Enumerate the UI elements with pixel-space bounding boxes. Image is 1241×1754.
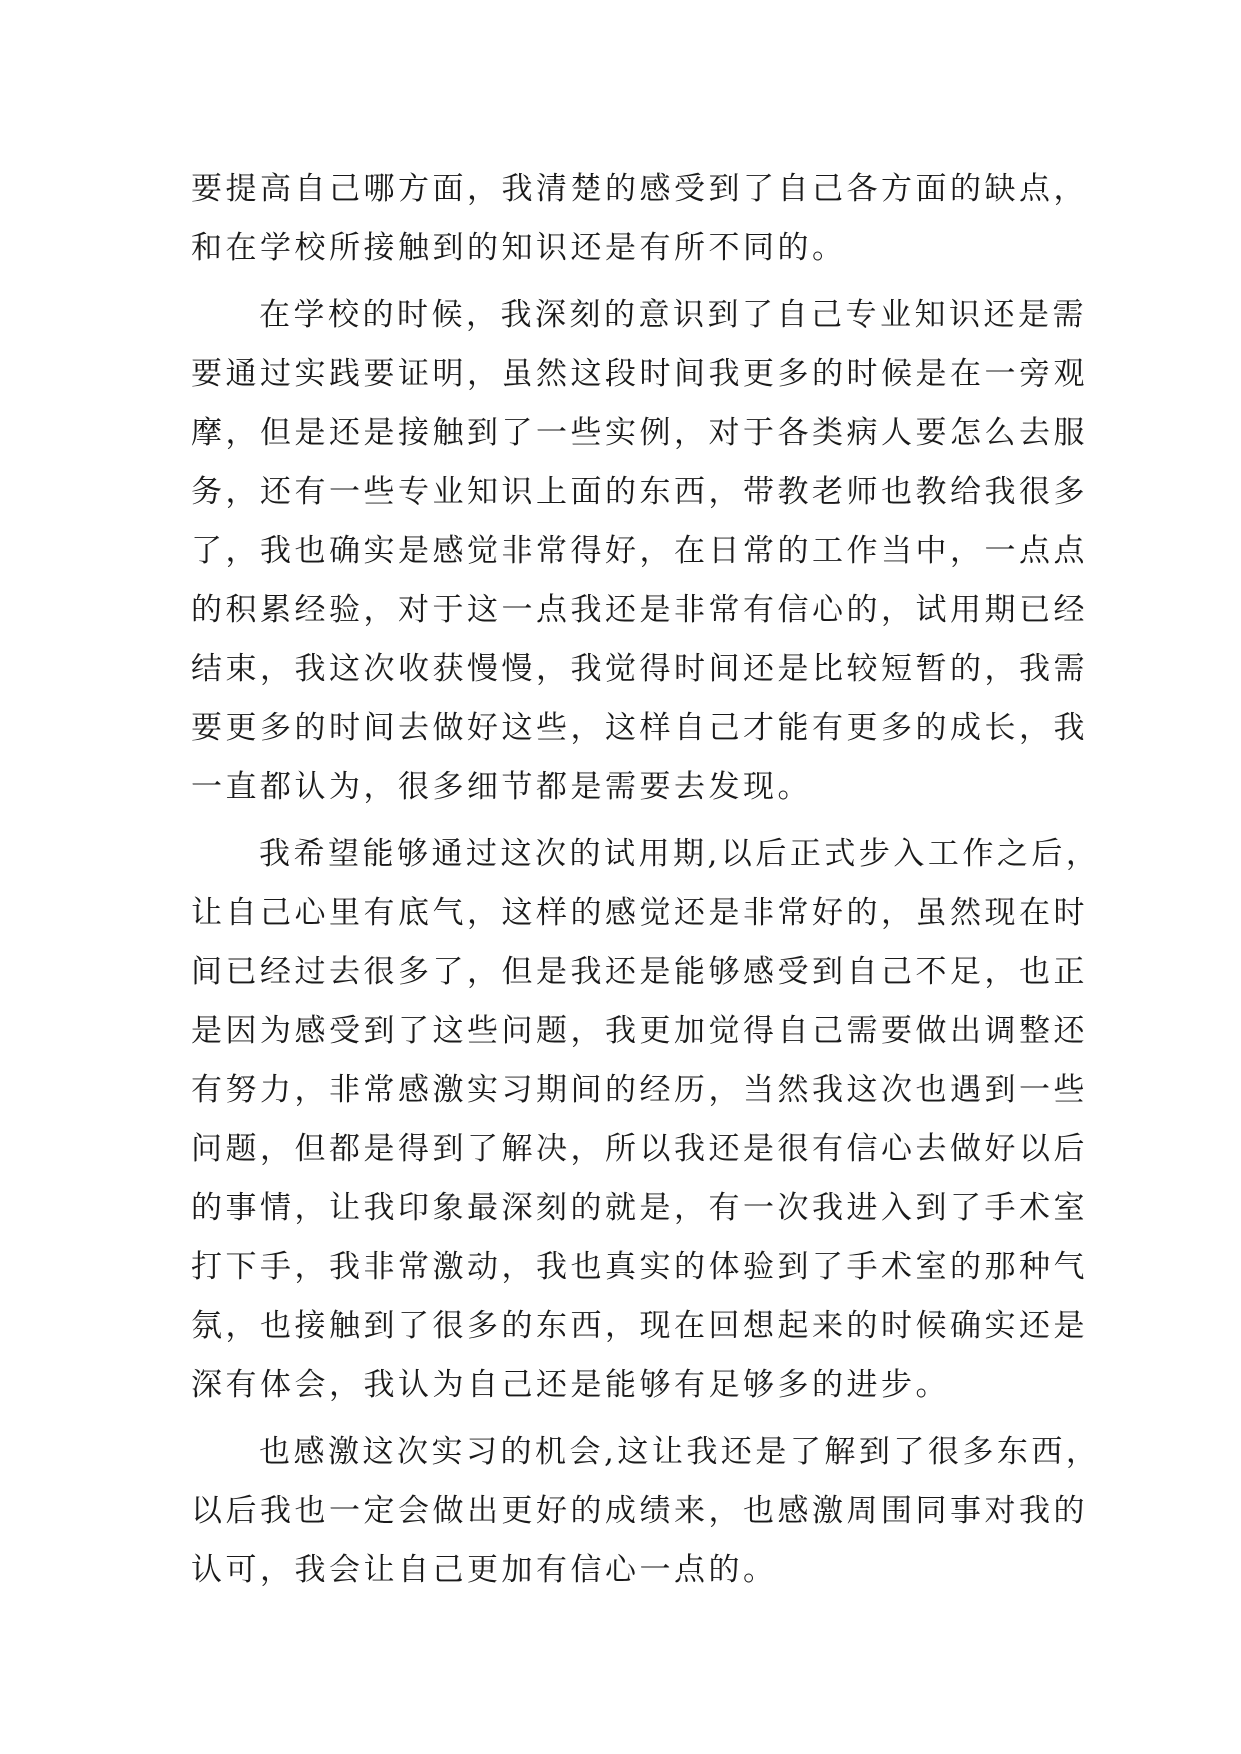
- text-line: 了，我也确实是感觉非常得好，在日常的工作当中，一点点: [191, 533, 1088, 569]
- text-line: 是因为感受到了这些问题，我更加觉得自己需要做出调整还: [191, 1013, 1088, 1049]
- text-line: 一直都认为，很多细节都是需要去发现。: [191, 769, 812, 805]
- text-line: 以后我也一定会做出更好的成绩来，也感激周围同事对我的: [191, 1493, 1088, 1529]
- text-line: 认可，我会让自己更加有信心一点的。: [191, 1552, 778, 1588]
- paragraph-3: [191, 825, 1101, 1415]
- text-line: 务，还有一些专业知识上面的东西，带教老师也教给我很多: [191, 474, 1088, 510]
- paragraph-gap: [191, 278, 1071, 286]
- text-line: 要通过实践要证明，虽然这段时间我更多的时候是在一旁观: [191, 356, 1088, 392]
- text-line: 氛，也接触到了很多的东西，现在回想起来的时候确实还是: [191, 1308, 1088, 1344]
- text-line: 也感激这次实习的机会,这让我还是了解到了很多东西，: [259, 1434, 1101, 1470]
- paragraph-4: [191, 1423, 1101, 1600]
- text-line: 深有体会，我认为自己还是能够有足够多的进步。: [191, 1367, 950, 1403]
- text-line: 我希望能够通过这次的试用期,以后正式步入工作之后，: [259, 836, 1101, 872]
- text-line: 的积累经验，对于这一点我还是非常有信心的，试用期已经: [191, 592, 1088, 628]
- text-line: 的事情，让我印象最深刻的就是，有一次我进入到了手术室: [191, 1190, 1088, 1226]
- paragraph-2: [191, 286, 1088, 817]
- text-line: 要提高自己哪方面，我清楚的感受到了自己各方面的缺点，: [191, 171, 1088, 207]
- text-line: 间已经过去很多了，但是我还是能够感受到自己不足，也正: [191, 954, 1088, 990]
- text-line: 让自己心里有底气，这样的感觉还是非常好的，虽然现在时: [191, 895, 1088, 931]
- text-line: 问题，但都是得到了解决，所以我还是很有信心去做好以后: [191, 1131, 1088, 1167]
- text-line: 和在学校所接触到的知识还是有所不同的。: [191, 230, 847, 266]
- document-body: [191, 160, 1101, 1600]
- text-line: 打下手，我非常激动，我也真实的体验到了手术室的那种气: [191, 1249, 1088, 1285]
- text-line: 在学校的时候，我深刻的意识到了自己专业知识还是需: [259, 297, 1087, 333]
- text-line: 有努力，非常感激实习期间的经历，当然我这次也遇到一些: [191, 1072, 1088, 1108]
- paragraph-gap: [191, 817, 1071, 825]
- text-line: 摩，但是还是接触到了一些实例，对于各类病人要怎么去服: [191, 415, 1088, 451]
- paragraph-gap: [191, 1415, 1071, 1423]
- paragraph-1: [191, 160, 1088, 278]
- text-line: 结束，我这次收获慢慢，我觉得时间还是比较短暂的，我需: [191, 651, 1088, 687]
- text-line: 要更多的时间去做好这些，这样自己才能有更多的成长，我: [191, 710, 1088, 746]
